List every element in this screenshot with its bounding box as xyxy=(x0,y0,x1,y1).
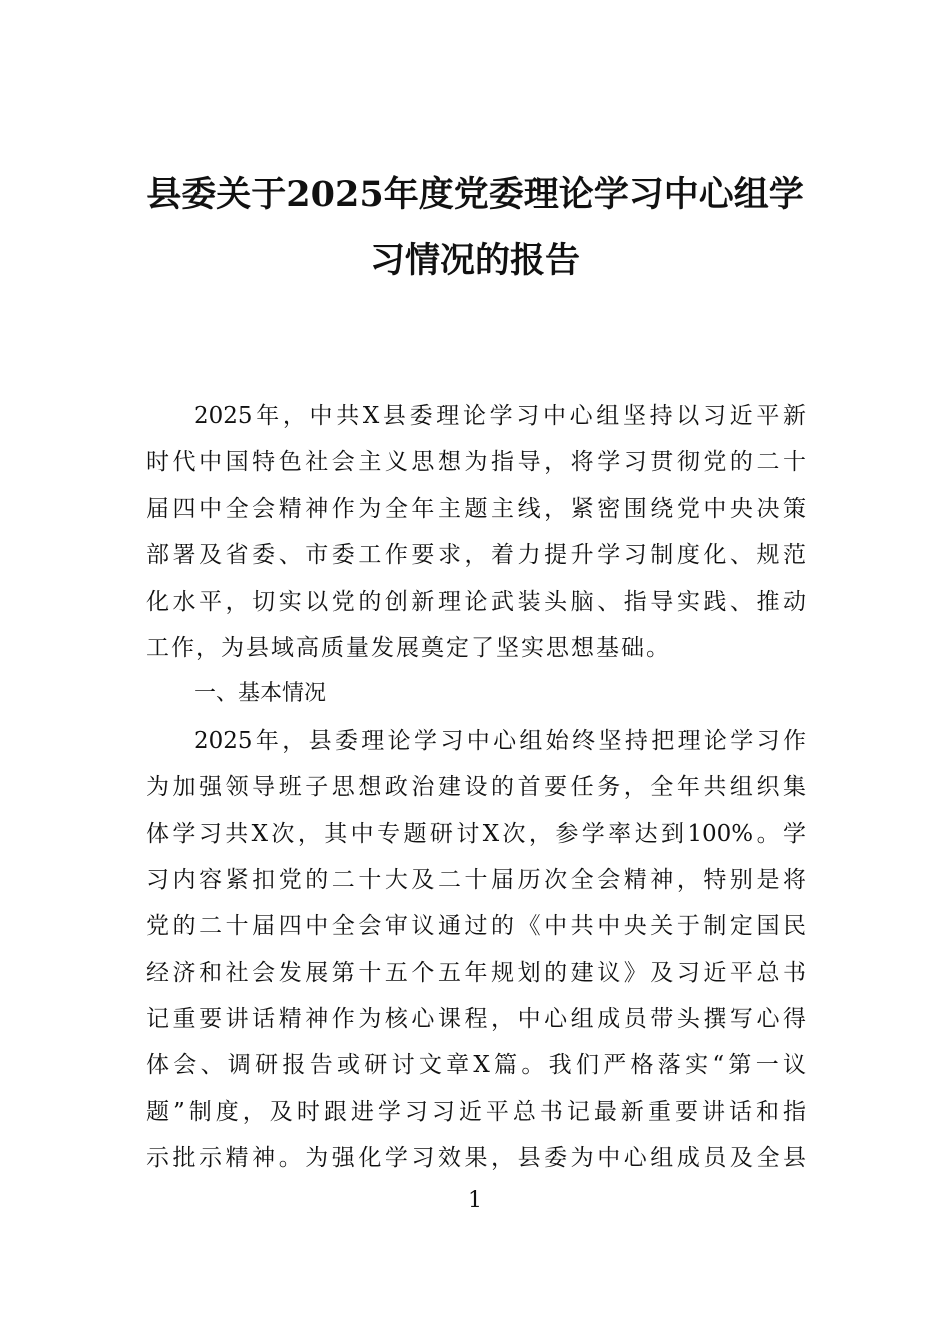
paragraph-line: 记重要讲话精神作为核心课程，中心组成员带头撰写心得 xyxy=(146,1006,806,1033)
paragraph-line: 部署及省委、市委工作要求，着力提升学习制度化、规范 xyxy=(146,542,806,569)
page-number: 1 xyxy=(468,1188,482,1213)
paragraph-line: 时代中国特色社会主义思想为指导，将学习贯彻党的二十 xyxy=(146,449,806,476)
paragraph-line: 2025年，中共X县委理论学习中心组坚持以习近平新 xyxy=(194,403,806,429)
document-body xyxy=(146,393,806,1182)
paragraph-line: 体会、调研报告或研讨文章X篇。我们严格落实“第一议 xyxy=(146,1052,806,1079)
paragraph-line: 工作，为县域高质量发展奠定了坚实思想基础。 xyxy=(146,634,671,661)
document-title xyxy=(140,162,810,294)
paragraph-line: 党的二十届四中全会审议通过的《中共中央关于制定国民 xyxy=(146,913,806,940)
paragraph-line: 经济和社会发展第十五个五年规划的建议》及习近平总书 xyxy=(146,959,806,986)
paragraph-line: 2025年，县委理论学习中心组始终坚持把理论学习作 xyxy=(194,727,806,754)
title-line-2: 习情况的报告 xyxy=(369,240,580,281)
paragraph-line: 体学习共X次，其中专题研讨X次，参学率达到100%。学 xyxy=(146,820,806,847)
paragraph-line: 化水平，切实以党的创新理论武装头脑、指导实践、推动 xyxy=(146,588,806,615)
paragraph-line: 示批示精神。为强化学习效果，县委为中心组成员及全县 xyxy=(146,1145,806,1172)
paragraph-line: 为加强领导班子思想政治建设的首要任务，全年共组织集 xyxy=(146,774,806,801)
paragraph-line: 届四中全会精神作为全年主题主线，紧密围绕党中央决策 xyxy=(146,495,806,522)
section-heading: 一、基本情况 xyxy=(194,681,327,707)
title-line-1: 县委关于2025年度党委理论学习中心组学 xyxy=(146,174,804,215)
paragraph-line: 题”制度，及时跟进学习习近平总书记最新重要讲话和指 xyxy=(146,1098,806,1125)
paragraph-line: 习内容紧扣党的二十大及二十届历次全会精神，特别是将 xyxy=(146,866,806,893)
